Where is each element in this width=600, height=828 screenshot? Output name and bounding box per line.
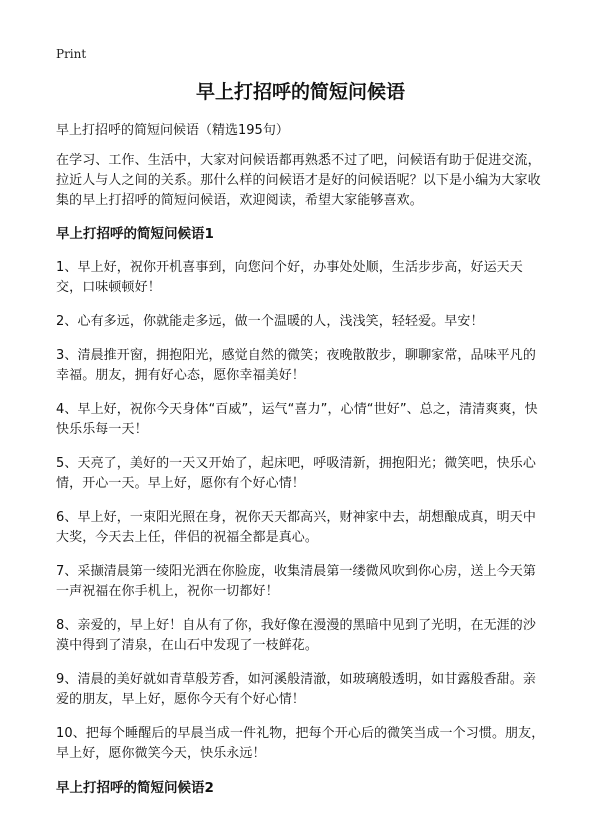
- greeting-item: 8、亲爱的，早上好！自从有了你，我好像在漫漫的黑暗中见到了光明，在无涯的沙漠中得到了清泉，在山石中发现了一枝鲜花。: [56, 618, 536, 653]
- greeting-item: 1、早上好，祝你开机喜事到，向您问个好，办事处处顺，生活步步高，好运天天交，口味顿顿好！: [56, 260, 523, 295]
- greeting-item: 9、清晨的美好就如青草般芳香，如河溪般清澈，如玻璃般透明，如甘露般香甜。亲爱的朋友，早上好，愿你今天有个好心情！: [56, 672, 536, 707]
- article-title: 早上打招呼的简短问候语: [195, 81, 405, 103]
- greeting-item: 5、天亮了，美好的一天又开始了，起床吧，呼吸清新，拥抱阳光；微笑吧，快乐心情，开心一天。早上好，愿你有个好心情！: [56, 456, 536, 491]
- section-heading-2: 早上打招呼的简短问候语2: [56, 780, 214, 796]
- article-body: [56, 151, 545, 812]
- greeting-item: 6、早上好，一束阳光照在身，祝你天天都高兴，财神家中去，胡想酿成真，明天中大奖，今天去上任，伴侣的祝福全都是真心。: [56, 510, 536, 545]
- print-link[interactable]: Print: [56, 47, 87, 61]
- section-heading-1: 早上打招呼的简短问候语1: [56, 226, 214, 242]
- intro-paragraph: 在学习、工作、生活中，大家对问候语都再熟悉不过了吧，问候语有助于促进交流，拉近人与人之间的关系。那什么样的问候语才是好的问候语呢？以下是小编为大家收集的早上打招呼的简短问候语，欢迎阅读，希望大家能够喜欢。: [56, 153, 541, 208]
- greeting-item: 7、采撷清晨第一绫阳光洒在你脸庞，收集清晨第一缕微风吹到你心房，送上今天第一声祝福在你手机上，祝你一切都好！: [56, 564, 536, 599]
- greeting-item: 2、心有多远，你就能走多远，做一个温暖的人，浅浅笑，轻轻爱。早安！: [56, 314, 484, 329]
- greeting-item: 4、早上好，祝你今天身体“百威”，运气“喜力”，心情“世好”、总之，清清爽爽，快快乐乐每一天！: [56, 402, 538, 437]
- article-subtitle: 早上打招呼的简短问候语（精选195句）: [56, 123, 289, 138]
- greeting-item: 10、把每个睡醒后的早晨当成一件礼物，把每个开心后的微笑当成一个习惯。朋友，早上好，愿你微笑今天，快乐永远！: [56, 726, 545, 761]
- greeting-item: 3、清晨推开窗，拥抱阳光，感觉自然的微笑；夜晚散散步，聊聊家常，品味平凡的幸福。朋友，拥有好心态，愿你幸福美好！: [56, 348, 536, 383]
